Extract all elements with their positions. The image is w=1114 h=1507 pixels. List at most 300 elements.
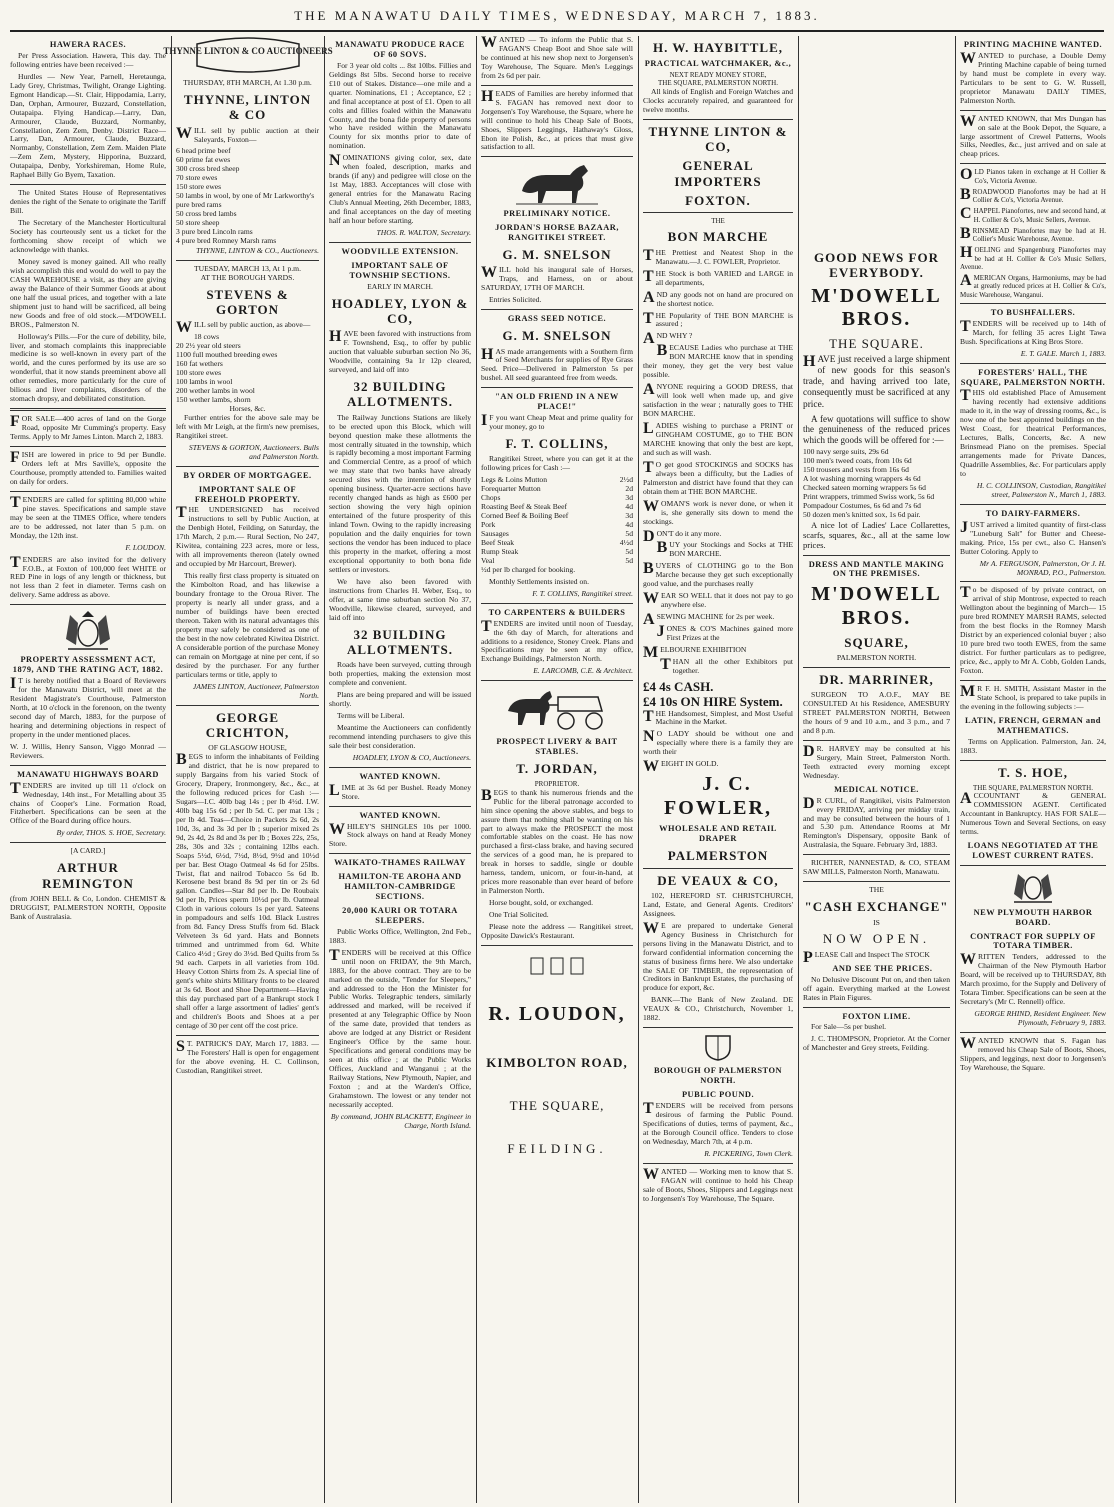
entries-solicited: Entries Solicited. — [489, 295, 542, 305]
column-6-spacer — [803, 36, 950, 246]
sleepers-tender: TENDERS will be received at this Office until noon on FRIDAY, the 9th March, 1883, for the above contract. They are to be marked on the outside, "Tender for Sleepers," and addressed to the Hon the Minister for Public Works. Telegraphic tenders, similarly addressed and marked, will be received if presented at any Telegraphic Office by Noon of the same date, provided that tenders as above are lodged at any District or Resident Engineer's Office by the same hour. Specifications and general conditions may be seen at this office ; at the Public Works Offices, Auckland and Wanganui ; at the Railway Stations, New Plymouth, Napier, and Foxton ; and at the Warden's Office, Grahamstown. The lowest or any tender not necessarily accepted. — [329, 946, 471, 1109]
divider — [10, 765, 166, 766]
divider — [481, 85, 633, 86]
column-4 — [481, 36, 633, 1503]
heading-preliminary: PRELIMINARY NOTICE. — [503, 209, 611, 219]
mortgage-signature: JAMES LINTON, Auctioneer, Palmerston North. — [192, 681, 319, 700]
bon-line: JONES & CO'S Machines gained more First Prizes at the — [656, 623, 793, 643]
subjects: LATIN, FRENCH, GERMAN and MATHEMATICS. — [965, 715, 1101, 735]
watches-repaired: All kinds of English and Foreign Watches and Clocks accurately repaired, and guaranteed for twelve months. — [643, 86, 793, 114]
heading-hoe: T. S. HOE, — [997, 764, 1069, 780]
heading-borough: BOROUGH OF PALMERSTON NORTH. — [653, 1066, 783, 1086]
loudon-ornament — [481, 956, 633, 979]
meat-name: Pork — [481, 520, 496, 530]
terms-application: Terms on Application. Palmerston, Jan. 24, 1883. — [960, 736, 1106, 755]
heading-medical: MEDICAL NOTICE. — [834, 784, 919, 794]
foresters-details: THIS old established Place of Amusement having recently had extensive additions made to it, in the way of dressing rooms, &c., is now one of the best appointed buildings on the West Coast, for theatrical Performances, Lectures, Balls, Concerts, &c. A new Brinsmead Piano on the premises. Special arrangements made for Private Dances, Quadrille Assemblies, &c. For particulars apply to — [960, 387, 1106, 478]
dairy-salt: JUST arrived a limited quantity of first-class "Luneburg Salt" for Butter and Cheese-making. Price, 15s per cwt., also C. Hansen's Butter Coloring. Apply to — [960, 518, 1106, 556]
shingles-ad: WHILEY'S SHINGLES 10s per 1000. Stock always on hand at Ready Money Store. — [329, 820, 471, 849]
heading-snelson: G. M. SNELSON — [502, 247, 612, 263]
sleepers-signature: By command, JOHN BLACKETT, Engineer in Charge, North Island. — [330, 1111, 471, 1130]
horse-icon — [512, 161, 602, 205]
divider — [803, 555, 950, 556]
divider — [643, 212, 793, 213]
meat-name: Sausages — [481, 529, 509, 539]
heading-marriner: DR. MARRINER, — [819, 671, 934, 687]
marriner-details: SURGEON TO A.O.F., MAY BE CONSULTED At his Residence, AMESBURY STREET PALMERSTON NORTH, Between the hours of 9 and 10 a.m., and 3 p.m., and 7 and 8 p.m. — [803, 690, 950, 735]
divider — [10, 408, 166, 411]
jordan-address: Please note the address — Rangitikei street, Opposite Dawick's Restaurant. — [481, 922, 633, 940]
meat-name: Legs & Loins Mutton — [481, 475, 548, 485]
divider — [481, 309, 633, 310]
heading-woodville: WOODVILLE EXTENSION. — [341, 246, 459, 256]
heading-watchmaker: PRACTICAL WATCHMAKER, &c., — [644, 59, 792, 69]
meat-price: 2d — [625, 484, 633, 494]
piano-ad: HOELING and Spangenburg Pianofortes may be had at H. Collier & Co's Music Sellers, Avenue. — [960, 244, 1106, 271]
heading-produce-race: MANAWATU PRODUCE RACE OF 60 SOVS. — [335, 40, 465, 59]
divider — [10, 446, 166, 447]
meat-price: 5d — [625, 529, 633, 539]
heading-mortgagee: BY ORDER OF MORTGAGEE. — [183, 470, 312, 480]
tenders-staves-signature: F. LOUDON. — [125, 542, 166, 552]
price-hire: £4 10s ON HIRE System. — [643, 694, 783, 710]
divider — [643, 1027, 793, 1028]
divider — [960, 163, 1106, 164]
stock-item: 300 cross bred sheep — [176, 164, 240, 174]
royal-arms-icon — [1008, 870, 1058, 904]
bon-line: THE Prettiest and Neatest Shop in the Manawatu.—J. C. FOWLER, Proprietor. — [643, 246, 793, 266]
divider — [643, 119, 793, 120]
mcdowell-item: Print wrappers, trimmed Swiss work, 5s 6d — [803, 492, 935, 502]
column-1 — [10, 36, 166, 1503]
square-label: SQUARE, — [844, 634, 909, 650]
bon-line: TO get good STOCKINGS and SOCKS has always been a difficulty, but the Ladies of Palmerston and district have found that they can obtain them at THE BON MARCHE. — [643, 458, 793, 496]
meat-price: 2½d — [619, 475, 633, 485]
the-label: THE — [711, 217, 725, 226]
heading-loudon: R. LOUDON, — [488, 1002, 626, 1025]
heading-horse-bazaar: JORDAN'S HORSE BAZAAR, RANGITIKEI STREET. — [495, 223, 619, 243]
divider — [481, 387, 633, 388]
borough-crest-icon — [698, 1032, 738, 1062]
piano-ad: BROADWOOD Pianofortes may be had at H Collier & Co's, Victoria Avenue. — [960, 185, 1106, 205]
meat-price: 4½d — [619, 537, 633, 547]
heading-highways-board: MANAWATU HIGHWAYS BOARD — [17, 769, 159, 779]
price-row — [481, 512, 633, 521]
money-saved-notice: Money saved is money gained. All who really wish accomplish this end would do well to pay the CASH WAREHOUSE a visit, as they are giving away the Balance of their Summer Goods at about one half the usual prices, and together with a late shipment just to hand will be sacrificed, all being new Goods and free of old stock.—M'DOWELL BROS., Palmerston N. — [10, 256, 166, 329]
price-row — [481, 485, 633, 494]
heading-foxton-lime: FOXTON LIME. — [842, 1011, 911, 1021]
meantime-paragraph: Meantime the Auctioneers can confidently recommend intending purchasers to give this sale their best consideration. — [329, 722, 471, 750]
reviewers: W. J. Willis, Henry Sanson, Viggo Monrad — Reviewers. — [10, 741, 166, 760]
richter-sawmills: RICHTER, NANNESTAD, & CO, STEAM SAW MILLS, Palmerston North, Manawatu. — [803, 858, 950, 877]
harvey-notice: DR. HARVEY may be consulted at his Surgery, Main Street, Palmerston North. Teeth extracted every morning except Wednesday. — [803, 742, 950, 780]
heading-thynne-linton: THYNNE LINTON & CO, — [648, 123, 788, 154]
borough-yards: AT THE BOROUGH YARDS. — [200, 272, 295, 282]
assessment-notice: IT is hereby notified that a Board of Reviewers for the Manawatu District, will meet at the Resident Magistrate's Courthouse, Palmerston North, at 10 o'clock in the forenoon, on the twenty second day of March, 1883, for the purpose of hearing and determining objections in respect of property in the under mentioned places. — [10, 675, 166, 739]
dungan-notice: WANTED KNOWN, that Mrs Dungan has on sale at the Book Depot, the Square, a large assortment of Crewel Patterns, Wools Silks, Needles, &c., just arrived and on sale at cheap prices. — [960, 112, 1106, 159]
collins-signature: F. T. COLLINS, Rangitikei street. — [532, 588, 633, 598]
mcdowell-item: Checked sateen morning wrappers 5s 6d — [803, 483, 926, 493]
divider — [960, 110, 1106, 111]
st-patricks-notice: ST. PATRICK'S DAY, March 17, 1883. — The Foresters' Hall is open for engagement for the above evening. H. C. Collinson, Custodian, Rangitikei street. — [176, 1037, 319, 1075]
heading-mcdowell-2: M'DOWELL BROS. — [811, 583, 942, 629]
bush-tenders: TENDERS will be received up to 14th of March, for felling 35 acres Light Tawa Bush. Specifications at King Bros Store. — [960, 317, 1106, 346]
divider — [481, 945, 633, 946]
crichton-prices: BEGS to inform the inhabitants of Feilding and district, that he is now prepared to supply Bargains from his varied Stock of Grocery, Drapery, Ironmongery, &c., &c., at the following reduced prices for Cash :— Sugars—I.C. 40lb bag 14s ; per lb 4½d. I.W. 40lb bag 15s 6d ; per lb 5d. C. per mat 13s ; per lb 4d. Teas—Choice in Packets 2s 6d, 2s 10d, 3s, and 3s 3d per lb ; superior mixed 2s 9d, 2s 4d, 2s 8d and 3s per lb ; Boxes 22s, 25s, 28s, 30s and 32s ; containing 12lbs each. Soaps 5½d, 6½d, 7½d, 8½d, 9½d and 10½d per bar. Best Otago Oatmeal 4s 6d for 25lbs. Twist, flat and nailrod Tobacco 5s 6d lb. Kerosene best brand 8s 9d per tin or 2s 6d gallon. Candles—Star 8d per lb. De Roubaix 9d per lb, Prices sperm 10½d per lb. Oatmeal Cloth in various colours 1s per yard. Sateens in pompadours and selfs 10d. Black Lustres from 8d. Fancy Dress Stuffs from 6d. Black Velveteen 3s 6d yard. Hats and Bonnets trimmed and untrimmed from 6d. White Calico 4½d ; Grey do 3½d. Bed Quilts from 5s 9d each. Carpets in all varieties from 10d. Heavy Cotton Shirts from 2s. A special line of gent's white shirts Military fronts to be cleared at 3s 6d. Boot and Shoe Department—Having this day purchased part of a Bankrupt stock I shall offer a large assortment of ladies' gent's and children's Boots and Shoes at a per centage of 30 per cent off the cost price. — [176, 751, 319, 1030]
meat-price: 3d — [625, 511, 633, 521]
heading-remington: ARTHUR REMINGTON — [42, 860, 134, 891]
bon-line: NO LADY should be without one and especially where there is a family they are worth their — [643, 728, 793, 757]
auctioneers-logo — [162, 36, 333, 79]
mcdowell-item: 50 dozen men's knitted sox, 1s 6d pair. — [803, 510, 921, 520]
meat-price: 4d — [625, 502, 633, 512]
piano-ad: CHAPPEL Pianofortes, new and second hand, at H. Collier & Co's, Music Sellers, Avenue. — [960, 205, 1106, 224]
divider — [960, 680, 1106, 681]
column-rule — [638, 36, 639, 1503]
booking-charge: ½d per lb charged for booking. — [481, 564, 576, 574]
stock-item: 1100 full mouthed breeding ewes — [176, 350, 278, 360]
bon-line: BUYERS of CLOTHING go to the Bon Marche because they get such exceptionally good value, and the purchases really — [643, 560, 793, 589]
divider — [960, 504, 1106, 505]
heading-foxton: FOXTON. — [685, 192, 751, 208]
harbor-tenders: WRITTEN Tenders, addressed to the Chairman of the New Plymouth Harbor Board, will be received up to THURSDAY, 8th March proximo, for the Supply and Delivery of Totara Timber. Specifications can be seen at the Secretary's (Mr C. Rennell) office. — [960, 951, 1106, 1007]
early-march: EARLY IN MARCH. — [367, 281, 433, 291]
divider — [960, 363, 1106, 364]
meat-price: 4d — [625, 520, 633, 530]
column-5 — [643, 36, 793, 1503]
highways-signature: By order, THOS. S. HOE, Secretary. — [56, 828, 166, 838]
haybittle-address: THE SQUARE, PALMERSTON NORTH. — [658, 79, 778, 88]
heading-dairy-farmers: TO DAIRY-FARMERS. — [985, 508, 1081, 518]
hoadley-signature: HOADLEY, LYON & CO, Auctioneers. — [352, 752, 471, 762]
stock-item: 100 lambs in wool — [176, 377, 233, 387]
horses-note: Horses, &c. — [229, 404, 266, 414]
column-rule — [476, 36, 477, 1503]
column-rule — [324, 36, 325, 1503]
heading-cash-exchange: "CASH EXCHANGE" — [804, 899, 949, 915]
stock-item: 6 head prime beef — [176, 146, 231, 156]
lace-collarettes: A nice lot of Ladies' Lace Collarettes, scarfs, squares, &c., all at the same low prices. — [803, 520, 950, 551]
the-square-label: THE SQUARE. — [829, 335, 924, 351]
nominations: NOMINATIONS giving color, sex, date when foaled, description, marks and brands (if any) and pedigree will close on the 1st May, 1883. Acceptances will close with general entries for the Manawatu Racing Club's Annual Meeting, 26th December, 1883, and final acceptances on the day of meeting half an hour before starting. — [329, 152, 471, 226]
bon-line: ANYONE requiring a GOOD DRESS, that will look well when made up, and give satisfaction in the wear ; naturally goes to THE BON MARCHE. — [643, 381, 793, 419]
divider — [329, 853, 471, 854]
cheap-meat: IF you want Cheap Meat and prime quality for your money, go to — [481, 412, 633, 432]
stevens-more: Further entries for the above sale may be left with Mr Leigh, at the firm's new premises, Rangitikei street. — [176, 413, 319, 440]
grass-seed-details: HAS made arrangements with a Southern firm of Seed Merchants for supplies of Rye Grass Seed. Price—Delivered in Palmerston 5s per bushel. All seed guaranteed free from weeds. — [481, 345, 633, 383]
divider — [481, 603, 633, 604]
column-7 — [960, 36, 1106, 1503]
carpenters-tenders: TENDERS are invited until noon of Tuesday, the 6th day of March, for alterations and additions to a residence, Stoney Creek. Plans and Specifications may be seen at my office, Exchange Buildings, Palmerston North. — [481, 617, 633, 664]
heading-township-sale: IMPORTANT SALE OF TOWNSHIP SECTIONS. — [349, 260, 451, 280]
is-label: IS — [873, 917, 880, 927]
printing-wanted: WANTED to purchase, a Double Demy Printing Machine capable of being turned by hand must be complete in every way. Particulars to be sent to G. W. Russell, proprietor Manawatu DAILY TIMES, Palmerston North. — [960, 49, 1106, 105]
bon-line: WEAR SO WELL that it does not pay to go anywhere else. — [643, 590, 793, 610]
card-label: [A CARD.] — [70, 846, 106, 856]
races-intro: Per Press Association. Hawera, This day. The following entries have been received :— — [10, 50, 166, 69]
piano-ad: BRINSMEAD Pianofortes may be had at H. Collier's Music Warehouse, Avenue. — [960, 224, 1106, 244]
bon-line: THE Popularity of THE BON MARCHE is assured ; — [643, 309, 793, 329]
mcdowell-item: A lot washing morning wrappers 4s 6d — [803, 474, 921, 484]
bon-line: BUY your Stockings and Socks at THE BON MARCHE. — [656, 539, 793, 559]
meat-price: 3d — [625, 493, 633, 503]
divider — [960, 1032, 1106, 1033]
pound-signature: R. PICKERING, Town Clerk. — [704, 1148, 793, 1158]
royal-arms-icon — [58, 609, 118, 651]
bon-line: AND WHY ? — [643, 330, 693, 348]
favored-paragraph: We have also been favored with instructions from Charles H. Weber, Esq., to offer, at same time suburban section No 37, Woodville, likewise cleared, surveyed, and laid off into — [329, 576, 471, 622]
heading-deveaux: DE VEAUX & CO, — [657, 872, 779, 888]
divider — [481, 156, 633, 157]
piano-ad: OLD Pianos taken in exchange at H Collier & Co's, Victoria Avenue. — [960, 166, 1106, 185]
collins-intro: Rangitikei Street, where you can get it at the following prices for Cash :— — [481, 454, 633, 473]
loans-negotiated: LOANS NEGOTIATED AT THE LOWEST CURRENT RATES. — [967, 840, 1099, 860]
heading-sleepers: 20,000 KAURI OR TOTARA SLEEPERS. — [342, 905, 458, 925]
horticultural-news: The Secretary of the Manchester Horticultural Society has courteously sent us a ticket for the forthcoming show receipt of which we acknowledge with thanks. — [10, 218, 166, 254]
heading-fowler: J. C. FOWLER, — [664, 773, 772, 819]
meat-name: Forequarter Mutton — [481, 484, 541, 494]
price-cash: £4 4s CASH. — [643, 678, 714, 694]
logo-text: THYNNE LINTON & CO AUCTIONEERS — [162, 46, 333, 56]
heading-wanted-known: WANTED KNOWN. — [359, 771, 441, 781]
heading-totara-contract: CONTRACT FOR SUPPLY OF TOTARA TIMBER. — [970, 931, 1096, 951]
divider — [803, 1007, 950, 1008]
stock-list-1 — [176, 147, 319, 245]
romney-rams: To be disposed of by private contract, on arrival of ship Montrose, expected to reach Wellington about the beginning of March— 15 pure bred ROMNEY MARSH RAMS, selected from the best flocks in the Romney Marsh District by an experienced colonial buyer ; also 10 pure bred two tooth EWES, from the same district. For further particulars as to pedigree, price, &c., apply to Mr A. Cobb, Golden Lands, Foxton. — [960, 584, 1106, 676]
lime-ad: LIME at 3s 6d per Bushel. Ready Money Store. — [329, 781, 471, 801]
heading-snelson-2: G. M. SNELSON — [502, 328, 612, 344]
stock-item: 3 pure bred Lincoln rams — [176, 227, 253, 237]
smith-tuition: MR F. H. SMITH, Assistant Master in the State School, is prepared to take pupils in the evening in the following subjects :— — [960, 683, 1106, 711]
heading-old-friend: "AN OLD FRIEND IN A NEW PLACE!" — [495, 392, 619, 412]
heading-livery: PROSPECT LIVERY & BAIT STABLES. — [496, 737, 618, 757]
stock-item: 70 store ewes — [176, 173, 218, 183]
sale-date-1: THURSDAY, 8TH MARCH, At 1.30 p.m. — [183, 77, 312, 87]
carriage-icon — [502, 685, 612, 733]
heading-hawera-races: HAWERA RACES. — [49, 40, 127, 49]
heading-mcdowell: M'DOWELL BROS. — [811, 284, 942, 331]
snelson-sale: WILL hold his inaugural sale of Horses, Traps, and Harness, on or about SATURDAY, 17TH OF MARCH. — [481, 264, 633, 293]
divider — [176, 1035, 319, 1036]
fagan-working-men: WANTED — Working men to know that S. FAGAN will continue to hold his Cheap sale of Boots, Shoes, Slippers and Leggings next to Jorgensen's Toy Warehouse, The Square. — [643, 1165, 793, 1203]
heading-haybittle: H. W. HAYBITTLE, — [652, 40, 784, 55]
holloway-notice: Holloway's Pills.—For the cure of debility, bile, liver, and stomach complaints this inappreciable medicine is so well-known in every part of the world, and the cures performed by its use are so wonderful, that it now stands preeminent above all other remedies, more particularly for the cure of bilious and liver complaints, disorders of the stomach dropsy, and debilitated constitution. — [10, 331, 166, 404]
heading-carpenters: TO CARPENTERS & BUILDERS — [488, 607, 626, 617]
trial-solicited: One Trial Solicited. — [489, 910, 549, 920]
deveaux-address: 102, HEREFORD ST. CHRISTCHURCH, Land, Estate, and General Agents. Creditors' Assignees. — [643, 890, 793, 918]
mcdowell-item: 100 navy serge suits, 29s 6d — [803, 447, 889, 457]
the-square: THE SQUARE, — [509, 1097, 605, 1113]
meat-price: 5d — [625, 546, 633, 556]
mcdowell-item: Pompadour Costumes, 6s 6d and 7s 6d — [803, 501, 921, 511]
masthead: THE MANAWATU DAILY TIMES, WEDNESDAY, MARCH 7, 1883. — [294, 8, 820, 23]
mcdowell-shipment: HAVE just received a large shipment of new goods for this season's trade, and having arrived too late, consequently must be sacrificed at any price. — [803, 353, 950, 410]
bon-line: AND any goods not on hand are procured on the shortest notice. — [643, 288, 793, 308]
heading-good-news: GOOD NEWS FOR EVERYBODY. — [814, 250, 939, 281]
stock-item: 20 2½ year old steers — [176, 341, 241, 351]
stock-item: 150 store ewes — [176, 182, 222, 192]
heading-bushfallers: TO BUSHFALLERS. — [990, 307, 1076, 317]
for-sale-ad: FOR SALE—400 acres of land on the Gorge Road, opposite Mr Cumming's property. Easy Terms. Apply to Mr James Linton. March 2, 1883. — [10, 413, 166, 442]
heading-freehold: IMPORTANT SALE OF FREEHOLD PROPERTY. — [194, 484, 301, 504]
auctioneers-banner-icon — [162, 36, 333, 76]
divider — [329, 242, 471, 243]
stock-list-2 — [176, 333, 319, 405]
races-entries: Hurdles — New Year, Parnell, Heretaunga, Lady Grey, Christmas, Twilight, Orange Lighting. Egmont Handicap.—St. Clair, Hippodamia, Larry, Dan, Orphan, Armourer, Buzzard, Constellation, Outapaipa. Flying Handicap.—Larry, Dan, Armourer, Claude, Buzzard, Normanby, Constellation, Zem Zem, Denby. District Race—Larry, Dan, Armourer, Claude, Buzzard, Normanby, Constellation, Zem Zem. Maiden Plate—Zem Zem, Mystery, Hipporina, Buzzard, Outapaipa, Denby, Yorkshireman, Home Rule, Raphael Billy Go Byem, Taxation. — [10, 71, 166, 180]
no-delusive-discount: No Delusive Discount Put on, and then taken off again. Everything marked at the Lowest Rates in Plain Figures. — [803, 974, 950, 1002]
stevens-signature: STEVENS & GORTON, Auctioneers. Bulls and Palmerston North. — [188, 442, 319, 461]
nominations-signature: THOS. R. WALTON, Secretary. — [376, 227, 471, 237]
column-2 — [162, 36, 333, 1503]
divider — [960, 865, 1106, 866]
masthead-rule — [10, 30, 1104, 32]
piano-ad: AMERICAN Organs, Harmoniums, may be had at greatly reduced prices at H. Collier & Co's, Music Warehouse, Wanganui. — [960, 272, 1106, 299]
heading-grass-seed: GRASS SEED NOTICE. — [507, 314, 607, 324]
stock-item: 4 pure bred Romney Marsh rams — [176, 236, 277, 245]
divider — [176, 260, 319, 261]
now-open: NOW OPEN. — [822, 931, 931, 947]
heading-wanted-known-2: WANTED KNOWN. — [359, 810, 441, 820]
heading-stevens-gorton: STEVENS & GORTON — [206, 286, 289, 318]
proprietor-label: PROPRIETOR. — [534, 780, 580, 789]
kimbolton-road: KIMBOLTON ROAD, — [486, 1054, 628, 1070]
the-label-2: THE — [869, 885, 884, 895]
foresters-signature: H. C. COLLINSON, Custodian, Rangitikei street, Palmerston N., March 1, 1883. — [976, 480, 1106, 499]
mortgage-sale: THE UNDERSIGNED has received instructions to sell by Public Auction, at the Denbigh Hotel, Feilding, on Saturday, the 17th March, 2 p.m.— Rural Section, No 247, Kiwitea, containing 223 acres, more or less, with all improvements thereon (lately owned and occupied by Mr Harcourt, Brewer). — [176, 504, 319, 569]
divider — [10, 491, 166, 492]
dairy-signature: Mr A. FERGUSON, Palmerston, Or J. H. MONRAD, P.O., Palmerston. — [979, 558, 1106, 577]
divider — [176, 466, 319, 467]
divider — [803, 740, 950, 741]
monthly-settlements: Monthly Settlements insisted on. — [489, 576, 589, 586]
highways-tenders: TENDERS are invited up till 11 o'clock on Wednesday, 14th inst., For Metalling about 35 chains of Cooper's Line. Formation Road, Fitzherbert. Specifications can be seen at the Office of the Board during office hours. — [10, 779, 166, 826]
divider — [10, 842, 166, 843]
price-row — [481, 548, 633, 557]
meat-name: Rump Steak — [481, 546, 519, 556]
thompson-details: J. C. THOMPSON, Proprietor. At the Corner of Manchester and Grey streets, Feilding. — [803, 1034, 950, 1053]
meat-price: 5d — [625, 555, 633, 565]
divider — [960, 581, 1106, 582]
heading-printing-machine: PRINTING MACHINE WANTED. — [963, 40, 1103, 49]
meat-name: Roasting Beef & Steak Beef — [481, 502, 568, 512]
mcdowell-item: 150 trousers and vests from 16s 6d — [803, 465, 909, 475]
fagan-wanted: WANTED — To inform the Public that S. FAGAN'S Cheap Boot and Shoe sale will be continued at his new shop next to Jorgensen's Toy Warehouse, The Square. Men's Leggings from 2s 6d per pair. — [481, 34, 633, 80]
divider — [481, 680, 633, 681]
meat-name: Chops — [481, 493, 501, 503]
meat-name: Veal — [481, 555, 495, 565]
stock-item: 100 store ewes — [176, 368, 222, 378]
produce-race-details: For 3 year old colts ... 8st 10lbs. Fillies and Geldings 8st 5lbs. Second horse to receive £10 out of Stakes. Distance—one mile and a quarter. Nominations, £1 ; Acceptance, £2 ; and final acceptance at post of £1. Open to all colts and fillies foaled within the Manawatu County, and the bona fide property of persons who have resided within the Manawatu County for six months prior to date of nomination. — [329, 60, 471, 151]
column-rule — [955, 36, 956, 1503]
bon-line: THE Stock is both VARIED and LARGE in all departments, — [643, 267, 793, 287]
divider — [803, 667, 950, 668]
sale-date-2: TUESDAY, MARCH 13, At 1 p.m. — [194, 263, 301, 273]
divider — [329, 806, 471, 807]
divider — [803, 881, 950, 882]
tariff-news: The United States House of Representatives denies the right of the Senate to originate the Tariff Bill. — [10, 188, 166, 216]
mcdowell-items — [803, 448, 950, 520]
column-3 — [329, 36, 471, 1503]
roads-paragraph: Roads have been surveyed, cutting through both properties, making the extension most complete and convenient. — [329, 660, 471, 688]
palmerston-label: PALMERSTON NORTH. — [836, 652, 917, 662]
deveaux-bank: BANK—The Bank of New Zealand. DE VEAUX & CO., Christchurch, November 1, 1882. — [643, 995, 793, 1023]
stock-item: 200 wether lambs in wool — [176, 386, 255, 396]
divider — [643, 1163, 793, 1164]
meat-price-list — [481, 476, 633, 566]
heading-collins: F. T. COLLINS, — [505, 436, 609, 452]
divider — [960, 760, 1106, 761]
heading-public-pound: PUBLIC POUND. — [681, 1090, 755, 1100]
bon-line: BECAUSE Ladies who purchase at THE BON MARCHE know that in spending their money, they get the very best value possible. — [643, 342, 793, 380]
divider — [10, 604, 166, 605]
deveaux-agency: WE are prepared to undertake General Agency Business in Christchurch for persons living in the Manawatu District, and to forward confidential information concerning the status of business firms here. We also undertake the SALE OF TIMBER, the representation of Creditors in Bankrupt Estates, the purchasing of produce for export, &c. — [643, 919, 793, 993]
heading-crichton: GEORGE CRICHTON, — [205, 709, 290, 740]
hoe-address: THE SQUARE, PALMERSTON NORTH. — [973, 783, 1093, 792]
thynne-signature: THYNNE, LINTON & CO., Auctioneers. — [196, 245, 319, 255]
bush-signature: E. T. GALE. March 1, 1883. — [1020, 348, 1106, 358]
divider — [960, 303, 1106, 304]
stock-item: 160 fat wethers — [176, 359, 223, 369]
meat-name: Beef Steak — [481, 537, 515, 547]
feilding: FEILDING. — [507, 1141, 607, 1157]
fish-ad: FISH are lowered in price to 9d per Bundle. Orders left at Mrs Saville's, opposite the Courthouse, promptly attended to. Families waited on daily for orders. — [10, 449, 166, 486]
plans-paragraph: Plans are being prepared and will be issued shortly. — [329, 690, 471, 709]
curl-notice: DR CURL, of Rangitikei, visits Palmerston every FRIDAY, arriving per midday train, and may be consulted between the hours of 1 and 5.30 p.m. Attendance Rooms at Mr Remington's Dispensary, opposite Bank of Australasia, the Square. February 3rd, 1883. — [803, 794, 950, 850]
heading-thynne: THYNNE, LINTON & CO — [183, 91, 312, 123]
remington-details: (from JOHN BELL & Co, London. CHEMIST & DRUGGIST, PALMERSTON NORTH, Opposite Bank of Australasia. — [10, 893, 166, 921]
column-6 — [803, 36, 950, 1503]
bon-line: WOMAN'S work is never done, or when it is, she generally sits down to mend the stockings. — [643, 497, 793, 526]
heading-palmerston: PALMERSTON — [667, 848, 769, 864]
column-rule — [798, 36, 799, 1503]
tenders-pine-ad: TENDERS are also invited for the delivery F.O.B., at Foxton of 100,000 feet WHITE or RED Pine in logs of any length or thickness, but not less than 2 feet in diameter. Terms cash on delivery. Same address as above. — [10, 553, 166, 600]
heading-foresters-hall: FORESTERS' HALL, THE SQUARE, PALMERSTON NORTH. — [960, 367, 1106, 387]
stock-item: 50 lambs in wool, by one of Mr Larkworthy's pure bred rams — [176, 191, 315, 210]
harbor-signature: GEORGE RHIND, Resident Engineer. New Plymouth, February 9, 1883. — [974, 1009, 1106, 1028]
bon-line: LADIES wishing to purchase a PRINT or GINGHAM COSTUME, go to THE BON MARCHE knowing that only the best are kept, and such as will wash. — [643, 420, 793, 457]
heading-hoadley: HOADLEY, LYON & CO, — [331, 295, 469, 326]
heading-draper: WHOLESALE AND RETAIL DRAPER — [659, 824, 777, 844]
divider — [329, 767, 471, 768]
heading-jordan: T. JORDAN, — [516, 761, 598, 777]
horse-bought: Horse bought, sold, or exchanged. — [489, 898, 593, 908]
heading-allotments-2: 32 BUILDING ALLOTMENTS. — [347, 626, 453, 657]
divider — [10, 184, 166, 185]
heading-harbor-board: NEW PLYMOUTH HARBOR BOARD. — [973, 907, 1093, 927]
heading-waikato-railway: WAIKATO-THAMES RAILWAY — [334, 858, 466, 868]
bon-line: MELBOURNE EXHIBITION — [643, 643, 747, 661]
tenders-staves-ad: TENDERS are called for splitting 80,000 white pine staves. Specifications and sample stave may be seen at the TIMES Office, where tenders are to be addressed, not later than 5 p.m. on Monday, the 12th inst. — [10, 493, 166, 540]
hoadley-instructions: HAVE been favored with instructions from F. Townshend, Esq., to offer by public auction that valuable suburban section No 36, Woodville, containing 9a 1r 12p cleared, surveyed, and laid off into — [329, 328, 471, 375]
column-rule — [171, 36, 172, 1503]
terms-paragraph: Terms will be Liberal. — [337, 711, 405, 721]
inspect-stock: PLEASE Call and Inspect The STOCK — [803, 948, 930, 966]
next-store: NEXT READY MONEY STORE, — [669, 71, 767, 80]
works-office: Public Works Office, Wellington, 2nd Feb., 1883. — [329, 926, 471, 945]
bon-line: THE Handsomest, Simplest, and Most Useful Machine in the Market. — [643, 707, 793, 727]
heading-general-importers: GENERAL IMPORTERS — [674, 158, 762, 189]
crichton-sub: OF GLASGOW HOUSE, — [208, 743, 287, 753]
stevens-intro: WILL sell by public auction, as above— — [176, 319, 311, 337]
heading-hamilton-sections: HAMILTON-TE AROHA AND HAMILTON-CAMBRIDGE SECTIONS. — [338, 872, 462, 902]
heading-allotments: 32 BUILDING ALLOTMENTS. — [347, 379, 453, 410]
fagan-heads: HEADS of Families are hereby informed that S. FAGAN has removed next door to Jorgensen's Toy Warehouse, the Square, where he will continue to hold his Cheap Sale of Boots, Shoes, Slippers Leggings, Hathaway's Gloss, Ebon ite Polish, &c., at prices that must give satisfaction to all. — [481, 87, 633, 152]
bon-line: ASEWING MACHINE for 2s per week. — [643, 611, 775, 629]
mortgage-details: This really first class property is situated on the Kimbolton Road, and has likewise a boundary frontage to the Oroua River. The property is nearly all under grass, and a number of buildings have been erected thereon. Taken with its natural advantages this property may safely be considered as one of the best in the now celebrated Kiwitea District. A considerable portion of the purchase Money can remain on Mortgage at nine per cent, if so desired by the purchaser. For any further particulars terms or title, apply to — [176, 571, 319, 679]
ornament-icon — [527, 956, 587, 976]
stock-item: 50 cross bred lambs — [176, 209, 237, 219]
heading-dressmaking: DRESS AND MANTLE MAKING ON THE PREMISES. — [808, 559, 945, 579]
